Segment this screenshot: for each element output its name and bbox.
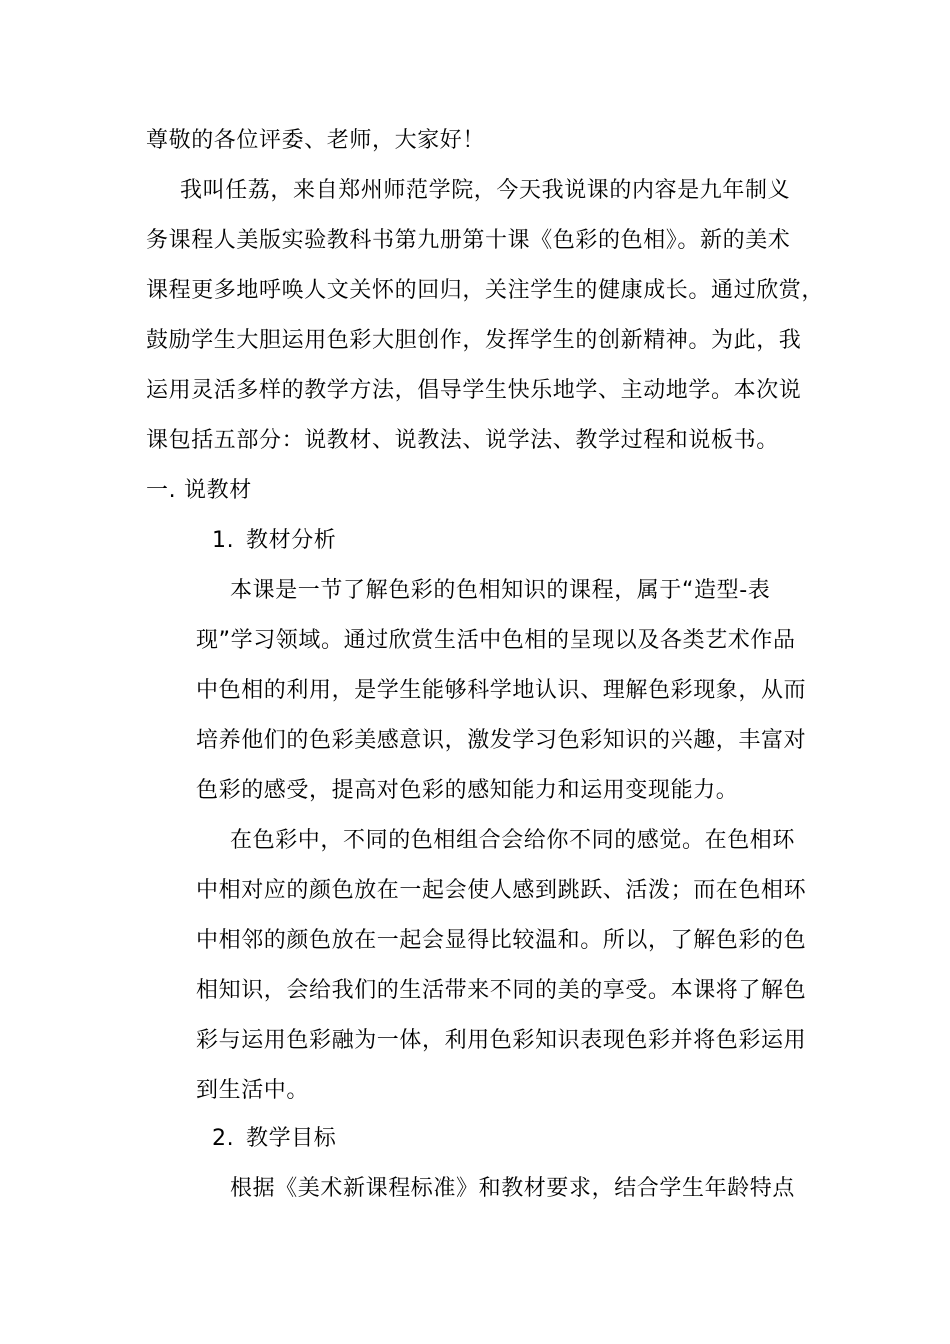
subsection-number: 2. — [212, 1126, 235, 1151]
section-heading — [146, 476, 252, 506]
paragraph-line: 色彩的感受，提高对色彩的感知能力和运用变现能力。 — [196, 778, 739, 803]
paragraph-line: 彩与运用色彩融为一体，利用色彩知识表现色彩并将色彩运用 — [196, 1028, 807, 1053]
intro-line: 课程更多地呼唤人文关怀的回归，关注学生的健康成长。通过欣赏， — [146, 278, 825, 303]
intro-line: 务课程人美版实验教科书第九册第十课《色彩的色相》。新的美术 — [146, 228, 791, 253]
intro-line: 课包括五部分：说教材、说教法、说学法、教学过程和说板书。 — [146, 428, 779, 453]
intro-line: 鼓励学生大胆运用色彩大胆创作，发挥学生的创新精神。为此，我 — [146, 328, 802, 353]
subsection-heading — [212, 526, 336, 556]
section-number: 一. — [146, 478, 177, 503]
paragraph-line: 本课是一节了解色彩的色相知识的课程，属于“造型-表 — [230, 578, 771, 603]
section-title: 说教材 — [184, 478, 252, 503]
paragraph-line: 中相对应的颜色放在一起会使人感到跳跃、活泼；而在色相环 — [196, 878, 807, 903]
paragraph-line: 中相邻的颜色放在一起会显得比较温和。所以，了解色彩的色 — [196, 928, 807, 953]
subsection-title: 教学目标 — [246, 1126, 337, 1151]
paragraph-line: 在色彩中，不同的色相组合会给你不同的感觉。在色相环 — [230, 828, 796, 853]
paragraph-line: 培养他们的色彩美感意识，激发学习色彩知识的兴趣，丰富对 — [196, 728, 807, 753]
intro-line: 我叫任荔，来自郑州师范学院，今天我说课的内容是九年制义 — [180, 178, 791, 203]
paragraph-line: 根据《美术新课程标准》和教材要求，结合学生年龄特点 — [230, 1176, 796, 1201]
paragraph-line: 中色相的利用，是学生能够科学地认识、理解色彩现象，从而 — [196, 678, 807, 703]
paragraph-line: 现”学习领域。通过欣赏生活中色相的呈现以及各类艺术作品 — [196, 628, 796, 653]
subsection-number: 1. — [212, 528, 235, 553]
subsection-title: 教材分析 — [246, 528, 337, 553]
greeting: 尊敬的各位评委、老师，大家好！ — [146, 128, 486, 153]
intro-line: 运用灵活多样的教学方法，倡导学生快乐地学、主动地学。本次说 — [146, 378, 802, 403]
subsection-heading — [212, 1124, 336, 1154]
paragraph-line: 到生活中。 — [196, 1078, 310, 1103]
paragraph-line: 相知识，会给我们的生活带来不同的美的享受。本课将了解色 — [196, 978, 807, 1003]
